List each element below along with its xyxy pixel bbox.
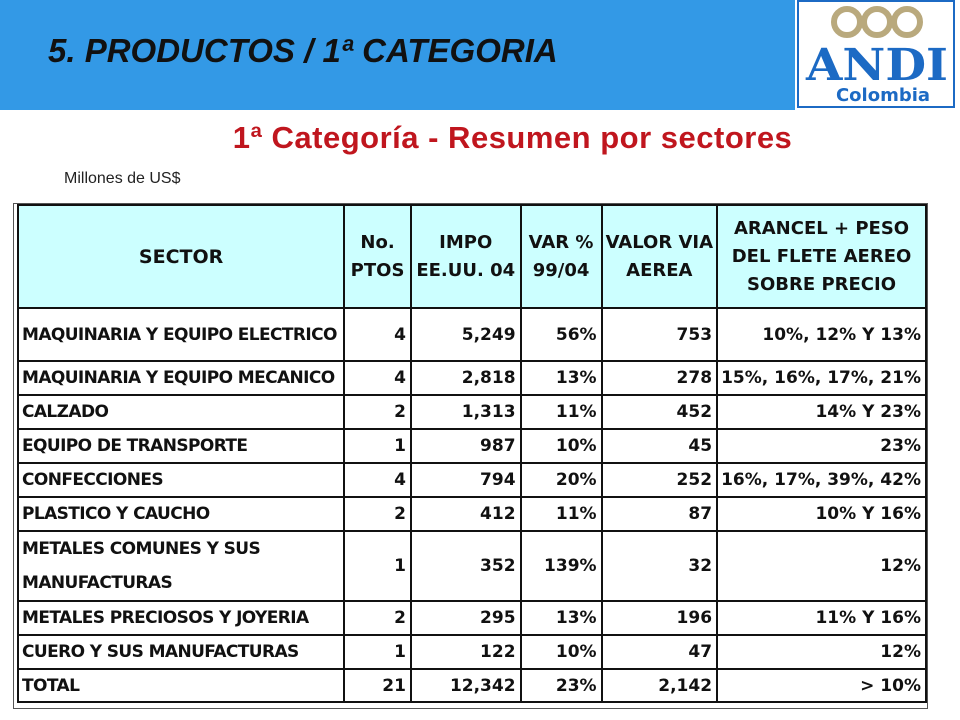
header-bar bbox=[0, 0, 795, 110]
page-subtitle: 1ª Categoría - Resumen por sectores bbox=[232, 120, 793, 155]
row-impo: 794 bbox=[411, 463, 521, 497]
header-ptos: No. PTOS bbox=[344, 205, 411, 308]
header-sector: SECTOR bbox=[18, 205, 344, 308]
logo-country: Colombia bbox=[835, 85, 931, 106]
row-ptos: 1 bbox=[344, 429, 411, 463]
logo-ring-middle bbox=[864, 9, 890, 35]
row-arancel: 15%, 16%, 17%, 21% bbox=[717, 361, 926, 395]
table-row bbox=[18, 308, 926, 361]
row-impo: 352 bbox=[411, 531, 521, 601]
table-header-row bbox=[18, 205, 926, 308]
row-arancel: 16%, 17%, 39%, 42% bbox=[717, 463, 926, 497]
row-arancel: 10% Y 16% bbox=[717, 497, 926, 531]
slide-title: 5. PRODUCTOS / 1ª CATEGORIA bbox=[48, 32, 558, 69]
row-var: 11% bbox=[521, 497, 602, 531]
row-valor-aerea: 452 bbox=[602, 395, 717, 429]
logo-brand: ANDI bbox=[804, 40, 948, 91]
row-impo: 2,818 bbox=[411, 361, 521, 395]
logo-ring-right bbox=[894, 9, 920, 35]
row-var: 56% bbox=[521, 308, 602, 361]
header-valor-aerea: VALOR VIA AEREA bbox=[602, 205, 717, 308]
row-sector: TOTAL bbox=[18, 669, 344, 702]
table-row bbox=[18, 635, 926, 669]
row-valor-aerea: 196 bbox=[602, 601, 717, 635]
row-var: 20% bbox=[521, 463, 602, 497]
logo-ring-left bbox=[834, 9, 860, 35]
row-impo: 295 bbox=[411, 601, 521, 635]
table-row bbox=[18, 497, 926, 531]
row-valor-aerea: 45 bbox=[602, 429, 717, 463]
row-var: 10% bbox=[521, 635, 602, 669]
row-impo: 122 bbox=[411, 635, 521, 669]
row-valor-aerea: 252 bbox=[602, 463, 717, 497]
row-impo: 5,249 bbox=[411, 308, 521, 361]
table-row bbox=[18, 361, 926, 395]
row-var: 10% bbox=[521, 429, 602, 463]
table-row bbox=[18, 531, 926, 601]
row-arancel: > 10% bbox=[717, 669, 926, 702]
row-valor-aerea: 2,142 bbox=[602, 669, 717, 702]
header-var: VAR % 99/04 bbox=[521, 205, 602, 308]
row-sector: CUERO Y SUS MANUFACTURAS bbox=[18, 635, 344, 669]
row-arancel: 14% Y 23% bbox=[717, 395, 926, 429]
row-valor-aerea: 87 bbox=[602, 497, 717, 531]
row-ptos: 4 bbox=[344, 308, 411, 361]
row-ptos: 2 bbox=[344, 395, 411, 429]
table-row bbox=[18, 395, 926, 429]
unit-label: Millones de US$ bbox=[64, 170, 181, 187]
row-ptos: 21 bbox=[344, 669, 411, 702]
table-total-row bbox=[18, 669, 926, 702]
row-var: 11% bbox=[521, 395, 602, 429]
row-ptos: 4 bbox=[344, 361, 411, 395]
row-sector: METALES COMUNES Y SUS MANUFACTURAS bbox=[18, 531, 344, 601]
row-sector: EQUIPO DE TRANSPORTE bbox=[18, 429, 344, 463]
andi-logo-mark bbox=[795, 0, 960, 110]
row-impo: 1,313 bbox=[411, 395, 521, 429]
andi-logo bbox=[795, 0, 960, 110]
row-ptos: 2 bbox=[344, 601, 411, 635]
row-ptos: 1 bbox=[344, 635, 411, 669]
row-sector: MAQUINARIA Y EQUIPO MECANICO bbox=[18, 361, 344, 395]
row-ptos: 1 bbox=[344, 531, 411, 601]
row-sector: CALZADO bbox=[18, 395, 344, 429]
table-row bbox=[18, 601, 926, 635]
row-sector: CONFECCIONES bbox=[18, 463, 344, 497]
row-valor-aerea: 753 bbox=[602, 308, 717, 361]
row-valor-aerea: 32 bbox=[602, 531, 717, 601]
row-sector: METALES PRECIOSOS Y JOYERIA bbox=[18, 601, 344, 635]
row-var: 13% bbox=[521, 601, 602, 635]
row-impo: 12,342 bbox=[411, 669, 521, 702]
header-impo: IMPO EE.UU. 04 bbox=[411, 205, 521, 308]
row-valor-aerea: 278 bbox=[602, 361, 717, 395]
header-arancel: ARANCEL + PESO DEL FLETE AEREO SOBRE PRECIO bbox=[717, 205, 926, 308]
row-arancel: 12% bbox=[717, 635, 926, 669]
row-impo: 987 bbox=[411, 429, 521, 463]
row-impo: 412 bbox=[411, 497, 521, 531]
table-row bbox=[18, 429, 926, 463]
row-valor-aerea: 47 bbox=[602, 635, 717, 669]
row-var: 139% bbox=[521, 531, 602, 601]
row-var: 23% bbox=[521, 669, 602, 702]
summary-table-container bbox=[13, 203, 928, 709]
row-arancel: 12% bbox=[717, 531, 926, 601]
row-sector: PLASTICO Y CAUCHO bbox=[18, 497, 344, 531]
row-arancel: 11% Y 16% bbox=[717, 601, 926, 635]
row-arancel: 10%, 12% Y 13% bbox=[717, 308, 926, 361]
table-row bbox=[18, 463, 926, 497]
row-ptos: 4 bbox=[344, 463, 411, 497]
summary-table bbox=[17, 204, 927, 703]
row-var: 13% bbox=[521, 361, 602, 395]
row-sector: MAQUINARIA Y EQUIPO ELECTRICO bbox=[18, 308, 344, 361]
row-arancel: 23% bbox=[717, 429, 926, 463]
row-ptos: 2 bbox=[344, 497, 411, 531]
